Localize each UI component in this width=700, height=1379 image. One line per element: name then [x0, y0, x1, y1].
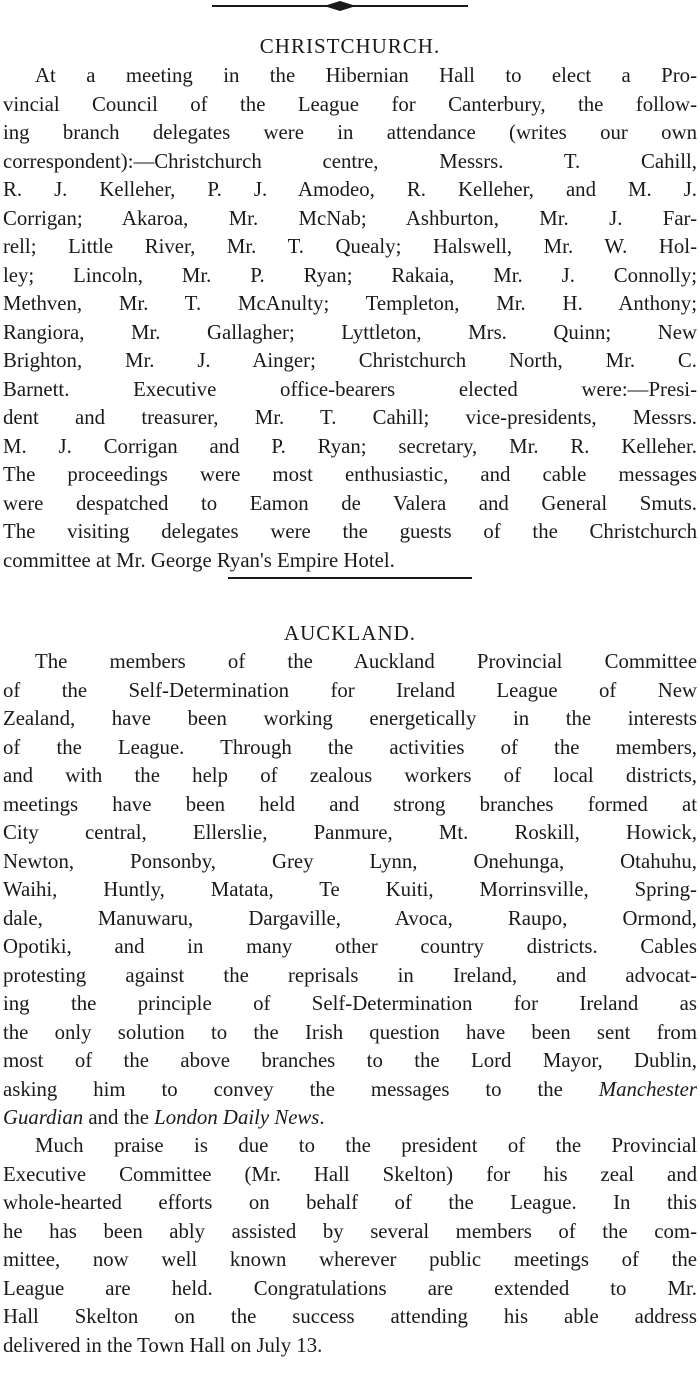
text-line-mixed	[3, 1104, 697, 1133]
text-line: meetings have been held and strong branches formed at	[3, 792, 697, 816]
top-ornament-rule	[212, 0, 468, 14]
text-line: Barnett. Executive office-bearers elected were:—Presi-	[3, 377, 697, 401]
text-line: ing branch delegates were in attendance (writes our own	[3, 121, 697, 144]
text-segment: asking him to convey the messages to the	[3, 1077, 563, 1101]
text-line: League are held. Congratulations are extended to Mr.	[3, 1276, 697, 1300]
text-line: ley; Lincoln, Mr. P. Ryan; Rakaia, Mr. J. Connolly;	[3, 263, 697, 287]
text-line: Corrigan; Akaroa, Mr. McNab; Ashburton, Mr. J. Far-	[3, 206, 697, 230]
text-line: Executive Committee (Mr. Hall Skelton) for his zeal and	[3, 1162, 697, 1186]
christchurch-heading: CHRISTCHURCH.	[259, 34, 441, 58]
italic-publication-name: Manchester	[598, 1077, 697, 1101]
text-line: Much praise is due to the president of the Provincial	[35, 1134, 697, 1157]
text-line: mittee, now well known wherever public meetings of the	[3, 1248, 697, 1271]
text-line: dent and treasurer, Mr. T. Cahill; vice-presidents, Messrs.	[3, 406, 697, 429]
text-line: whole-hearted efforts on behalf of the League. In this	[3, 1191, 697, 1214]
text-line: The proceedings were most enthusiastic, and cable messages	[3, 463, 697, 486]
text-segment: and the	[88, 1106, 149, 1129]
text-line: of the League. Through the activities of the members,	[3, 735, 697, 759]
auckland-heading: AUCKLAND.	[283, 621, 417, 645]
text-line: correspondent):—Christchurch centre, Messrs. T. Cahill,	[3, 149, 697, 173]
text-line: ing the principle of Self-Determination for Ireland as	[3, 992, 697, 1015]
text-line: he has been ably assisted by several members of the com-	[3, 1219, 697, 1243]
text-line: Waihi, Huntly, Matata, Te Kuiti, Morrinsville, Spring-	[3, 878, 697, 901]
italic-publication-name: Guardian	[3, 1106, 84, 1129]
text-line: were despatched to Eamon de Valera and General Smuts.	[3, 491, 697, 515]
text-line: Methven, Mr. T. McAnulty; Templeton, Mr. H. Anthony;	[3, 292, 697, 315]
text-line-mixed	[3, 1076, 697, 1105]
text-line: delivered in the Town Hall on July 13.	[3, 1333, 323, 1357]
text-line: R. J. Kelleher, P. J. Amodeo, R. Kelleher, and M. J.	[3, 178, 697, 201]
text-line: Rangiora, Mr. Gallagher; Lyttleton, Mrs. Quinn; New	[3, 320, 697, 344]
christchurch-paragraph	[3, 62, 697, 575]
text-line: and with the help of zealous workers of local districts,	[3, 764, 697, 787]
text-line: The members of the Auckland Provincial Committee	[35, 650, 697, 673]
section-divider	[228, 577, 472, 579]
text-line: vincial Council of the League for Canterbury, the follow-	[3, 92, 697, 116]
auckland-paragraph-2	[3, 1132, 697, 1360]
text-line: The visiting delegates were the guests of the Christchurch	[3, 520, 697, 543]
text-line: City central, Ellerslie, Panmure, Mt. Roskill, Howick,	[3, 821, 697, 844]
text-line: Zealand, have been working energetically in the interests	[3, 707, 697, 730]
text-line: the only solution to the Irish question have been sent from	[3, 1020, 697, 1044]
text-line: most of the above branches to the Lord Mayor, Dublin,	[3, 1049, 697, 1072]
text-line: Opotiki, and in many other country districts. Cables	[3, 935, 697, 958]
text-line: protesting against the reprisals in Ireland, and advocat-	[3, 963, 697, 987]
text-line: At a meeting in the Hibernian Hall to elect a Pro-	[35, 64, 697, 87]
text-line: Hall Skelton on the success attending his able address	[3, 1305, 697, 1328]
text-line: Brighton, Mr. J. Ainger; Christchurch North, Mr. C.	[3, 349, 697, 372]
text-line: of the Self-Determination for Ireland League of New	[3, 678, 697, 702]
text-line: Newton, Ponsonby, Grey Lynn, Onehunga, Otahuhu,	[3, 849, 697, 873]
italic-publication-name: London Daily News	[154, 1106, 320, 1129]
text-line: M. J. Corrigan and P. Ryan; secretary, Mr. R. Kelleher.	[3, 434, 697, 458]
text-line: rell; Little River, Mr. T. Quealy; Halswell, Mr. W. Hol-	[3, 235, 697, 258]
auckland-paragraph-1	[3, 648, 697, 1133]
text-line: dale, Manuwaru, Dargaville, Avoca, Raupo, Ormond,	[3, 906, 697, 930]
text-line: committee at Mr. George Ryan's Empire Hotel.	[3, 548, 395, 572]
text-segment: .	[319, 1106, 325, 1129]
